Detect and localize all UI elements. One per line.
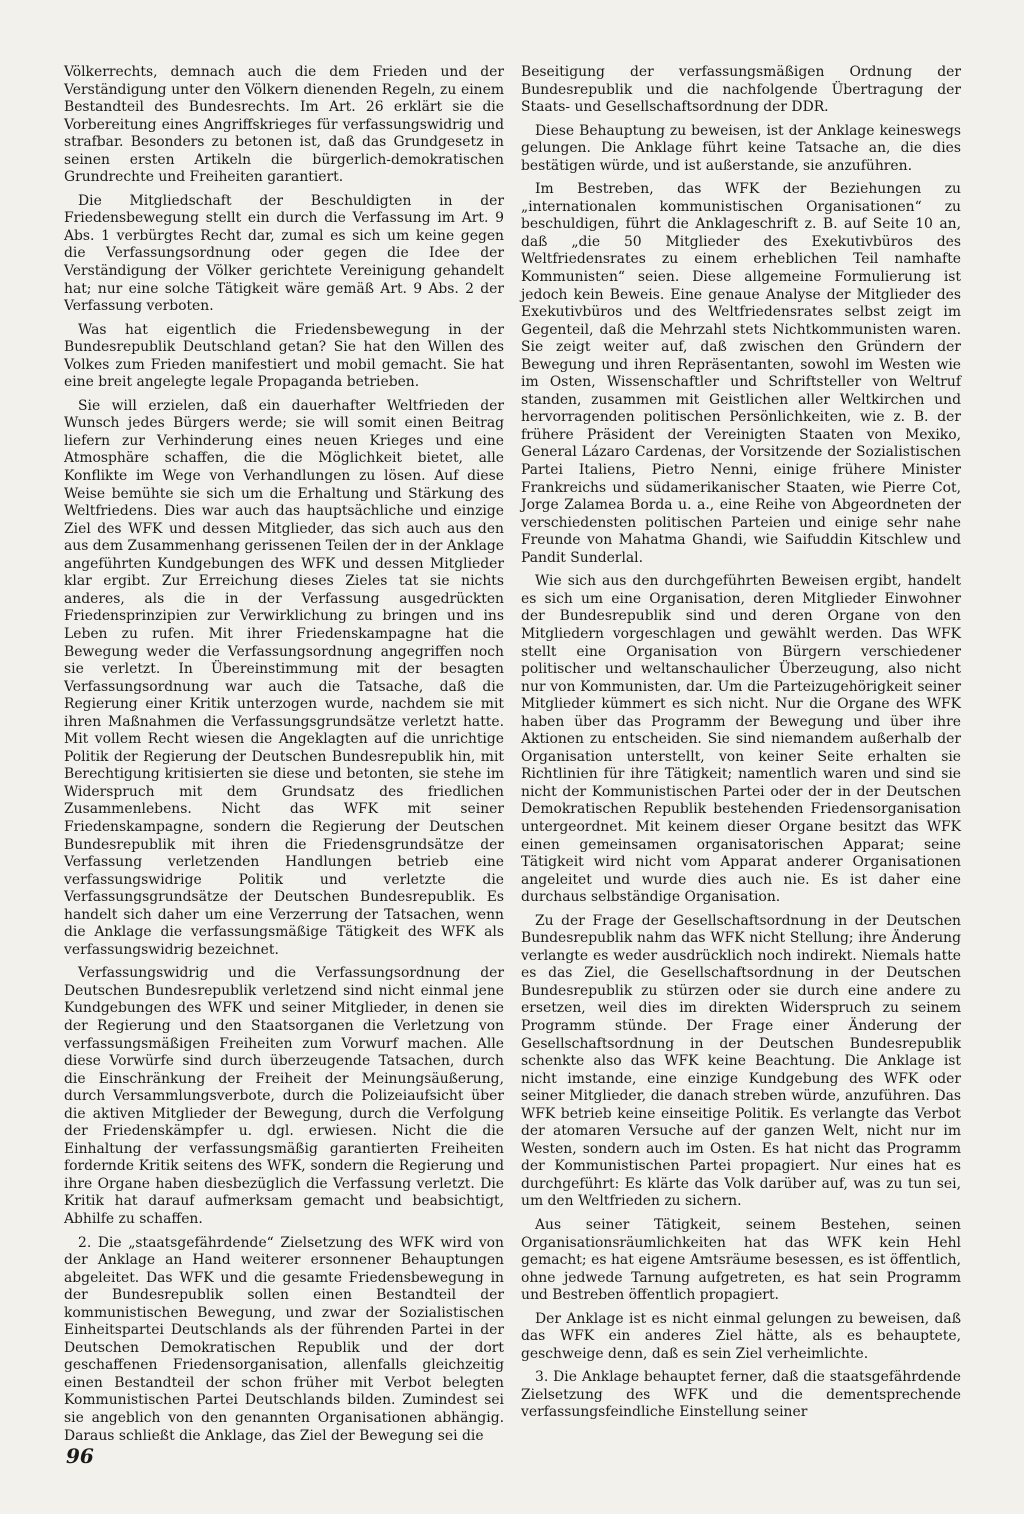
paragraph: Beseitigung der verfassungsmäßigen Ordnung der Bundesrepublik und die nachfolgende Übertragung der Staats- und Gesellschaftsordnung der DDR. <box>521 64 961 116</box>
paragraph: Im Bestreben, das WFK der Beziehungen zu „internationalen kommunistischen Organisationen“ zu beschuldigen, führt die Anklageschrift z. B. auf Seite 10 an, daß „die 50 Mitglieder des Exekutivbüros des Weltfriedensrates zu einem erheblichen Teil namhafte Kommunisten“ seien. Diese allgemeine Formulierung ist jedoch kein Beweis. Eine genaue Analyse der Mitglieder des Exekutivbüros und des Weltfriedensrates selbst zeigt im Gegenteil, daß die Mehrzahl stets Nichtkommunisten waren. Sie zeigt weiter auf, daß zwischen den Gründern der Bewegung und ihren Repräsentanten, sowohl im Westen wie im Osten, Wissenschaftler und Schriftsteller von Weltruf standen, zusammen mit Geistlichen aller Weltkirchen und hervorragenden politischen Persönlichkeiten, wie z. B. der frühere Präsident der Vereinigten Staaten von Mexiko, General Lázaro Cardenas, der Vorsitzende der Sozialistischen Partei Italiens, Pietro Nenni, einige frühere Minister Frankreichs und südamerikanischer Staaten, wie Pierre Cot, Jorge Zalamea Borda u. a., eine Reihe von Abgeordneten der verschiedensten politischen Parteien und einige sehr nahe Freunde von Mahatma Ghandi, wie Saifuddin Kitschlew und Pandit Sunderlal. <box>521 181 961 566</box>
paragraph: 2. Die „staatsgefährdende“ Zielsetzung des WFK wird von der Anklage an Hand weiterer ersonnener Behauptungen abgeleitet. Das WFK und die gesamte Friedensbewegung in der Bundesrepublik sollen einen Bestandteil der kommunistischen Bewegung, und zwar der Sozialistischen Einheitspartei Deutschlands als der führenden Partei in der Deutschen Demokratischen Republik und der dort geschaffenen Friedensorganisation, allenfalls gleichzeitig einen Bestandteil der schon früher mit Verbot belegten Kommunistischen Partei Deutschlands bilden. Zumindest sei sie angeblich von den genannten Organisationen abhängig. Daraus schließt die Anklage, das Ziel der Bewegung sei die <box>64 1234 504 1444</box>
paragraph: Zu der Frage der Gesellschaftsordnung in der Deutschen Bundesrepublik nahm das WFK nicht Stellung; ihre Änderung verlangte es weder ausdrücklich noch indirekt. Niemals hatte es das Ziel, die Gesellschaftsordnung in der Deutschen Bundesrepublik zu stürzen oder sie durch eine andere zu ersetzen, weil dies im direkten Widerspruch zu seinem Programm stünde. Der Frage einer Änderung der Gesellschaftsordnung in der Deutschen Bundesrepublik schenkte also das WFK keine Beachtung. Die Anklage ist nicht imstande, eine einzige Kundgebung des WFK oder seiner Mitglieder, die danach streben würde, anzuführen. Das WFK betrieb keine einseitige Politik. Es verlangte das Verbot der atomaren Versuche auf der ganzen Welt, nicht nur im Westen, sondern auch im Osten. Es hat nicht das Programm der Kommunistischen Partei propagiert. Nur eines hat es durchgeführt: Es klärte das Volk darüber auf, was zu tun sei, um den Weltfrieden zu sichern. <box>521 912 961 1210</box>
paragraph: Wie sich aus den durchgeführten Beweisen ergibt, handelt es sich um eine Organisation, deren Mitglieder Einwohner der Bundesrepublik sind und deren Organe von den Mitgliedern vorgeschlagen und gewählt werden. Das WFK stellt eine Organisation von Bürgern verschiedener politischer und weltanschaulicher Überzeugung, also nicht nur von Kommunisten, dar. Um die Parteizugehörigkeit seiner Mitglieder kümmert es sich nicht. Nur die Organe des WFK haben über das Programm der Bewegung und über ihre Aktionen zu entscheiden. Sie sind niemandem außerhalb der Organisation unterstellt, von keiner Seite erhalten sie Richtlinien für ihre Tätigkeit; namentlich waren und sind sie nicht der Kommunistischen Partei oder der in der Deutschen Demokratischen Republik bestehenden Friedensorganisation untergeordnet. Mit keinem dieser Organe besitzt das WFK einen gemeinsamen organisatorischen Apparat; seine Tätigkeit wird nicht vom Apparat anderer Organisationen angeleitet und wurde dies auch nie. Es ist daher eine durchaus selbständige Organisation. <box>521 573 961 906</box>
paragraph: 3. Die Anklage behauptet ferner, daß die staatsgefährdende Zielsetzung des WFK und die dementsprechende verfassungsfeindliche Einstellung seiner <box>521 1369 961 1421</box>
page-number: 96 <box>66 1444 94 1468</box>
right-text-column <box>521 64 961 1428</box>
paragraph: Sie will erzielen, daß ein dauerhafter Weltfrieden der Wunsch jedes Bürgers werde; sie will somit einen Beitrag liefern zur Verhinderung eines neuen Krieges und eine Atmosphäre schaffen, die die Möglichkeit bietet, alle Konflikte im Wege von Verhandlungen zu lösen. Auf diese Weise bemühte sie sich um die Erhaltung und Stärkung des Weltfriedens. Dies war auch das hauptsächliche und einzige Ziel des WFK und dessen Mitglieder, das sich auch aus den aus dem Zusammenhang gerissenen Teilen der in der Anklage angeführten Kundgebungen des WFK und dessen Mitglieder klar ergibt. Zur Erreichung dieses Zieles tat sie nichts anderes, als die in der Verfassung ausgedrückten Friedensprinzipien zur Verwirklichung zu bringen und ins Leben zu rufen. Mit ihrer Friedenskampagne hat die Bewegung weder die Verfassungsordnung angegriffen noch sie verletzt. In Übereinstimmung mit der besagten Verfassungsordnung war auch die Tatsache, daß die Regierung einer Kritik unterzogen wurde, nachdem sie mit ihren Maßnahmen die Verfassungsgrundsätze verletzt hatte. Mit vollem Recht wiesen die Angeklagten auf die unrichtige Politik der Regierung der Deutschen Bundesrepublik hin, mit Berechtigung kritisierten sie diese und betonten, sie stehe im Widerspruch mit dem Grundsatz des friedlichen Zusammenlebens. Nicht das WFK mit seiner Friedenskampagne, sondern die Regierung der Deutschen Bundesrepublik mit ihren die Friedensgrundsätze der Verfassung verletzenden Handlungen betrieb eine verfassungswidrige Politik und verletzte die Verfassungsgrundsätze der Deutschen Bundesrepublik. Es handelt sich daher um eine Verzerrung der Tatsachen, wenn die Anklage die verfassungsmäßige Tätigkeit des WFK als verfassungswidrig bezeichnet. <box>64 397 504 958</box>
left-text-column <box>64 64 504 1451</box>
paragraph: Der Anklage ist es nicht einmal gelungen zu beweisen, daß das WFK ein anderes Ziel hätte, als es behauptete, geschweige denn, daß es sein Ziel verheimlichte. <box>521 1310 961 1362</box>
paragraph: Völkerrechts, demnach auch die dem Frieden und der Verständigung unter den Völkern dienenden Regeln, zu einem Bestandteil des Bundesrechts. Im Art. 26 erklärt sie die Vorbereitung eines Angriffskrieges für verfassungswidrig und strafbar. Besonders zu betonen ist, daß das Grundgesetz in seinen ersten Artikeln die bürgerlich-demokratischen Grundrechte und Freiheiten garantiert. <box>64 64 504 186</box>
paragraph: Was hat eigentlich die Friedensbewegung in der Bundesrepublik Deutschland getan? Sie hat den Willen des Volkes zum Frieden manifestiert und mobil gemacht. Sie hat eine breit angelegte legale Propaganda betrieben. <box>64 321 504 391</box>
paragraph: Die Mitgliedschaft der Beschuldigten in der Friedensbewegung stellt ein durch die Verfassung im Art. 9 Abs. 1 verbürgtes Recht dar, zumal es sich um keine gegen die Verfassungsordnung oder gegen die Idee der Verständigung der Völker gerichtete Vereinigung gehandelt hat; nur eine solche Tätigkeit wäre gemäß Art. 9 Abs. 2 der Verfassung verboten. <box>64 192 504 315</box>
paragraph: Aus seiner Tätigkeit, seinem Bestehen, seinen Organisationsräumlichkeiten hat das WFK kein Hehl gemacht; es hat eigene Amtsräume besessen, es ist öffentlich, ohne jedwede Tarnung aufgetreten, es hat sein Programm und Bestreben öffentlich propagiert. <box>521 1217 961 1304</box>
paragraph: Diese Behauptung zu beweisen, ist der Anklage keineswegs gelungen. Die Anklage führt keine Tatsache an, die dies bestätigen würde, und ist außerstande, sie anzuführen. <box>521 122 961 174</box>
paragraph: Verfassungswidrig und die Verfassungsordnung der Deutschen Bundesrepublik verletzend sind nicht einmal jene Kundgebungen des WFK und seiner Mitglieder, in denen sie der Regierung und den Staatsorganen die Verletzung von verfassungsmäßigen Freiheiten zum Vorwurf machen. Alle diese Vorwürfe sind durch überzeugende Tatsachen, durch die Einschränkung der Freiheit der Meinungsäußerung, durch Versammlungsverbote, durch die Polizeiaufsicht über die aktiven Mitglieder der Bewegung, durch die Verfolgung der Friedenskämpfer u. dgl. erwiesen. Nicht die die Einhaltung der verfassungsmäßig garantierten Freiheiten fordernde Kritik seitens des WFK, sondern die Regierung und ihre Organe haben diesbezüglich die Verfassung verletzt. Die Kritik hat darauf aufmerksam gemacht und beabsichtigt, Abhilfe zu schaffen. <box>64 965 504 1227</box>
